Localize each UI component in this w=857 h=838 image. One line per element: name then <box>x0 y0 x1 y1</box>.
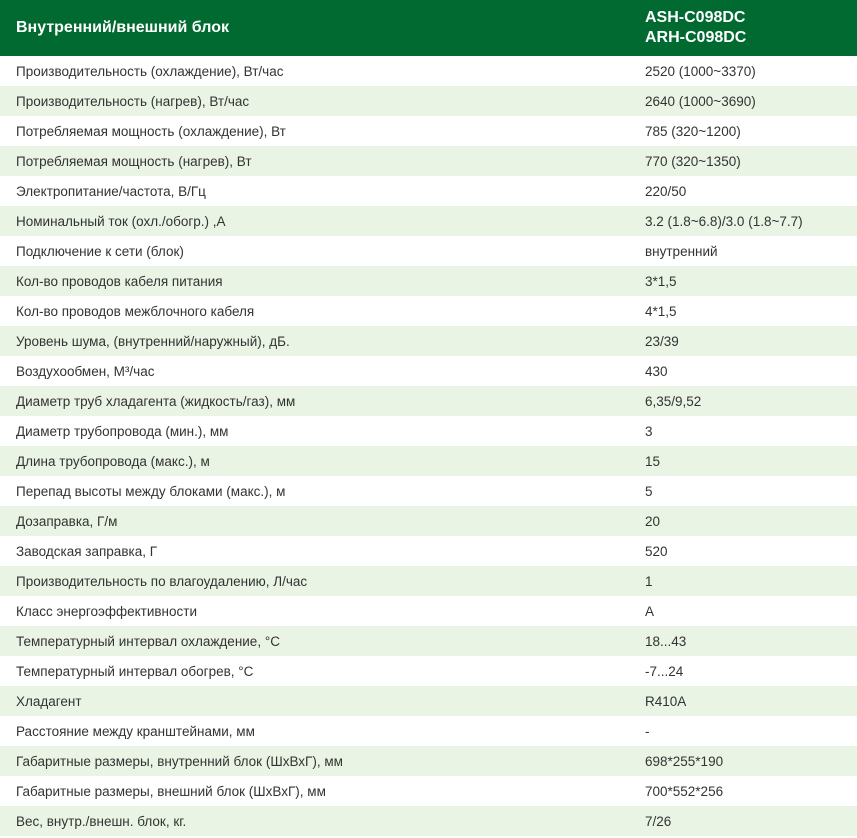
table-row <box>0 506 857 536</box>
spec-value: 430 <box>645 363 668 379</box>
spec-label: Заводская заправка, Г <box>16 543 158 559</box>
spec-value: - <box>645 723 650 739</box>
spec-value: 5 <box>645 483 653 499</box>
spec-label: Диаметр трубопровода (мин.), мм <box>16 423 229 439</box>
table-row <box>0 776 857 806</box>
spec-label: Температурный интервал обогрев, °С <box>16 663 254 679</box>
spec-value: 20 <box>645 513 661 529</box>
header-title: Внутренний/внешний блок <box>16 19 229 36</box>
spec-value: 2640 (1000~3690) <box>645 93 756 109</box>
spec-value: 770 (320~1350) <box>645 153 741 169</box>
header-models <box>629 0 857 56</box>
spec-label: Кол-во проводов межблочного кабеля <box>16 303 255 319</box>
spec-value: 698*255*190 <box>645 753 724 769</box>
spec-label: Вес, внутр./внешн. блок, кг. <box>16 813 187 829</box>
table-row <box>0 416 857 446</box>
table-row <box>0 56 857 86</box>
table-row <box>0 86 857 116</box>
table-row <box>0 686 857 716</box>
spec-value: 15 <box>645 453 661 469</box>
indoor-model-name: ASH-C098DC <box>645 9 746 26</box>
spec-value: 3 <box>645 423 653 439</box>
spec-label: Температурный интервал охлаждение, °С <box>16 633 280 649</box>
spec-value: 3.2 (1.8~6.8)/3.0 (1.8~7.7) <box>645 213 803 229</box>
spec-value: 1 <box>645 573 653 589</box>
table-row <box>0 236 857 266</box>
spec-value: 6,35/9,52 <box>645 393 702 409</box>
table-row <box>0 326 857 356</box>
spec-label: Габаритные размеры, внутренний блок (ШхВхГ), мм <box>16 753 343 769</box>
table-body <box>0 56 857 836</box>
spec-value: 18...43 <box>645 633 687 649</box>
spec-label: Производительность по влагоудалению, Л/час <box>16 573 308 589</box>
table-row <box>0 356 857 386</box>
table-row <box>0 386 857 416</box>
spec-label: Длина трубопровода (макс.), м <box>16 453 210 469</box>
spec-label: Потребляемая мощность (охлаждение), Вт <box>16 123 286 139</box>
spec-label: Производительность (охлаждение), Вт/час <box>16 63 284 79</box>
table-row <box>0 266 857 296</box>
spec-label: Класс энергоэффективности <box>16 603 197 619</box>
table-row <box>0 806 857 836</box>
spec-label: Производительность (нагрев), Вт/час <box>16 93 250 109</box>
table-row <box>0 746 857 776</box>
spec-value: R410A <box>645 693 687 709</box>
spec-value: 23/39 <box>645 333 679 349</box>
table-row <box>0 206 857 236</box>
spec-value: 3*1,5 <box>645 273 677 289</box>
spec-value: 785 (320~1200) <box>645 123 741 139</box>
spec-label: Диаметр труб хладагента (жидкость/газ), мм <box>16 393 296 409</box>
spec-value: 220/50 <box>645 183 687 199</box>
spec-value: 520 <box>645 543 668 559</box>
spec-label: Расстояние между кранштейнами, мм <box>16 723 255 739</box>
outdoor-model-name: ARH-C098DC <box>645 29 747 46</box>
spec-value: A <box>645 603 655 619</box>
table-row <box>0 146 857 176</box>
table-header-row <box>0 0 857 56</box>
spec-label: Хладагент <box>16 693 82 709</box>
table-row <box>0 536 857 566</box>
spec-label: Габаритные размеры, внешний блок (ШхВхГ), мм <box>16 783 326 799</box>
table-row <box>0 176 857 206</box>
spec-label: Дозаправка, Г/м <box>16 513 118 529</box>
spec-value: 700*552*256 <box>645 783 724 799</box>
spec-label: Кол-во проводов кабеля питания <box>16 273 223 289</box>
table-row <box>0 596 857 626</box>
spec-value: 4*1,5 <box>645 303 677 319</box>
spec-label: Подключение к сети (блок) <box>16 243 184 259</box>
table-row <box>0 116 857 146</box>
spec-value: 2520 (1000~3370) <box>645 63 756 79</box>
spec-label: Перепад высоты между блоками (макс.), м <box>16 483 286 499</box>
spec-label: Уровень шума, (внутренний/наружный), дБ. <box>16 333 290 349</box>
table-row <box>0 446 857 476</box>
table-row <box>0 566 857 596</box>
spec-label: Воздухообмен, М³/час <box>16 363 155 379</box>
spec-label: Номинальный ток (охл./обогр.) ,А <box>16 213 226 229</box>
table-row <box>0 716 857 746</box>
spec-value: -7...24 <box>645 663 684 679</box>
table-row <box>0 296 857 326</box>
table-row <box>0 656 857 686</box>
spec-label: Потребляемая мощность (нагрев), Вт <box>16 153 252 169</box>
table-row <box>0 476 857 506</box>
spec-value: 7/26 <box>645 813 672 829</box>
table-row <box>0 626 857 656</box>
spec-label: Электропитание/частота, В/Гц <box>16 183 206 199</box>
spec-value: внутренний <box>645 243 718 259</box>
